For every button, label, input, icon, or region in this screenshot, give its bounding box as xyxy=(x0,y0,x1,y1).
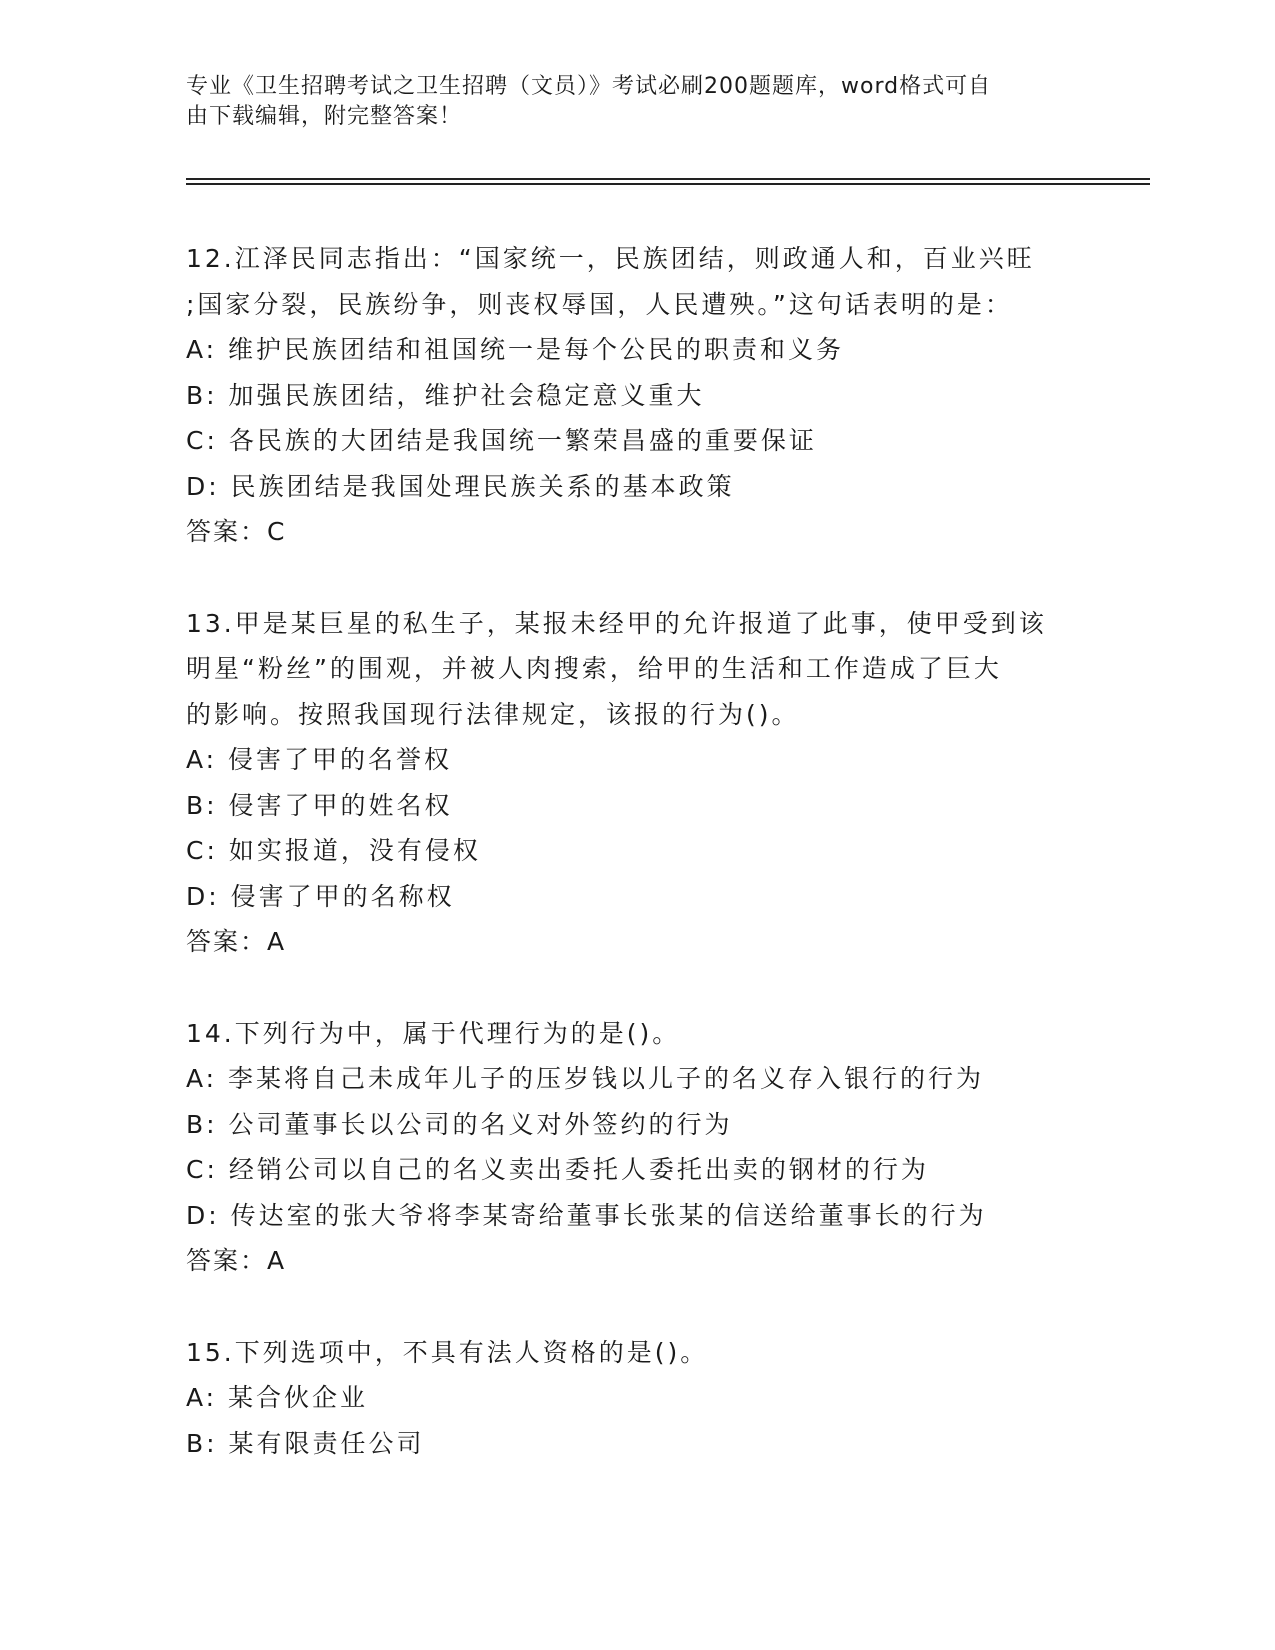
question-14 xyxy=(186,1011,1086,1284)
option-c: C: 各民族的大团结是我国统一繁荣昌盛的重要保证 xyxy=(186,426,817,455)
question-stem-line: 明星“粉丝”的围观，并被人肉搜索，给甲的生活和工作造成了巨大 xyxy=(186,654,1002,683)
option-b: B: 公司董事长以公司的名义对外签约的行为 xyxy=(186,1109,733,1139)
answer-label: 答案：A xyxy=(186,1246,287,1275)
question-stem-line: 13.甲是某巨星的私生子，某报未经甲的允许报道了此事，使甲受到该 xyxy=(186,608,1047,638)
header-line-2: 由下载编辑，附完整答案！ xyxy=(186,104,463,129)
question-13 xyxy=(186,601,1086,965)
answer-label: 答案：A xyxy=(186,927,287,956)
question-stem-line: 15.下列选项中，不具有法人资格的是()。 xyxy=(186,1337,709,1367)
option-d: D: 民族团结是我国处理民族关系的基本政策 xyxy=(186,471,735,501)
answer-label: 答案：C xyxy=(186,517,287,546)
option-d: D: 侵害了甲的名称权 xyxy=(186,881,455,911)
option-b: B: 侵害了甲的姓名权 xyxy=(186,790,453,820)
option-a: A: 李某将自己未成年儿子的压岁钱以儿子的名义存入银行的行为 xyxy=(186,1064,985,1093)
question-15 xyxy=(186,1330,1086,1467)
option-a: A: 侵害了甲的名誉权 xyxy=(186,745,453,774)
option-d: D: 传达室的张大爷将李某寄给董事长张某的信送给董事长的行为 xyxy=(186,1200,987,1230)
question-12 xyxy=(186,236,1086,555)
question-stem-line: 12.江泽民同志指出：“国家统一，民族团结，则政通人和，百业兴旺 xyxy=(186,244,1035,273)
option-b: B: 加强民族团结，维护社会稳定意义重大 xyxy=(186,380,705,410)
question-list xyxy=(186,236,1086,1512)
question-stem-line: 14.下列行为中，属于代理行为的是()。 xyxy=(186,1018,681,1048)
document-header xyxy=(186,72,1066,132)
option-a: A: 某合伙企业 xyxy=(186,1383,369,1412)
header-line-1: 专业《卫生招聘考试之卫生招聘（文员）》考试必刷200题题库，word格式可自 xyxy=(186,74,992,99)
option-c: C: 如实报道，没有侵权 xyxy=(186,836,481,865)
header-divider-top xyxy=(186,178,1150,180)
question-stem-line: 的影响。按照我国现行法律规定，该报的行为()。 xyxy=(186,699,800,729)
option-a: A: 维护民族团结和祖国统一是每个公民的职责和义务 xyxy=(186,335,845,364)
option-c: C: 经销公司以自己的名义卖出委托人委托出卖的钢材的行为 xyxy=(186,1155,929,1184)
option-b: B: 某有限责任公司 xyxy=(186,1428,425,1458)
header-divider-bottom xyxy=(186,183,1150,185)
question-stem-line: ;国家分裂，民族纷争，则丧权辱国，人民遭殃。”这句话表明的是： xyxy=(186,289,1013,319)
